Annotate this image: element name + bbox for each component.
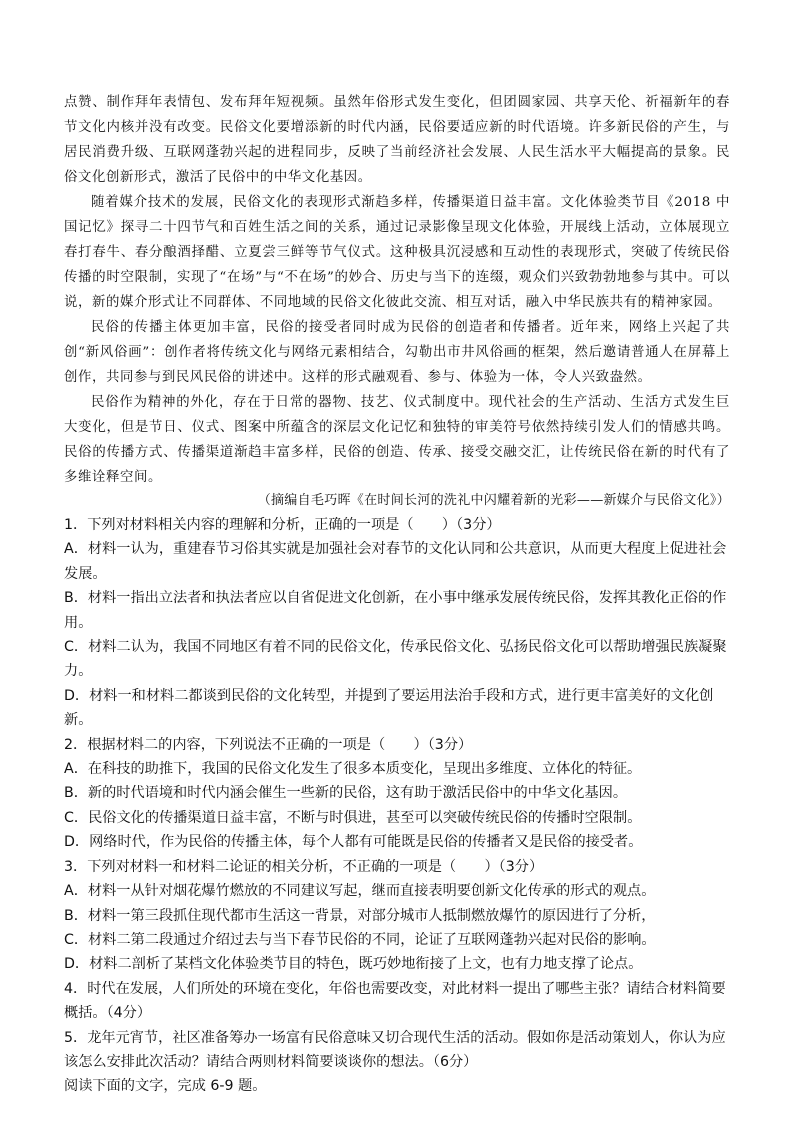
question-1-option-b: B．材料一指出立法者和执法者应以自省促进文化创新，在小事中继承发展传统民俗，发挥其教化正俗的作用。 (64, 590, 727, 631)
question-2-stem: 2．根据材料二的内容，下列说法不正确的一项是（ ）（3分） (64, 736, 473, 753)
question-3-option-c: C．材料二第二段通过介绍过去与当下春节民俗的不同，论证了互联网蓬勃兴起对民俗的影响。 (64, 931, 656, 948)
next-section-instruction: 阅读下面的文字，完成 6-9 题。 (64, 1078, 267, 1095)
passage-paragraph-2: 随着媒介技术的发展，民俗文化的表现形式渐趋多样，传播渠道日益丰富。文化体验类节目《2018 中国记忆》探寻二十四节气和百姓生活之间的关系，通过记录影像呈现文化体验，开展线上活动，立体展现立春打春牛、春分酿酒择醋、立夏尝三鲜等节气仪式。这种极具沉浸感和互动性的表现形式，突破了传统民俗传播的时空限制，实现了“在场”与“不在场”的妙合、历史与当下的连缀，观众们兴致勃勃地参与其中。可以说，新的媒介形式让不同群体、不同地域的民俗文化彼此交流、相互对话，融入中华民族共有的精神家园。 (64, 195, 730, 310)
question-2-option-b: B．新的时代语境和时代内涵会催生一些新的民俗，这有助于激活民俗中的中华文化基因。 (64, 785, 628, 802)
question-1-option-c: C．材料二认为，我国不同地区有着不同的民俗文化，传承民俗文化、弘扬民俗文化可以帮助增强民族凝聚力。 (64, 639, 727, 680)
question-list (64, 513, 732, 1099)
question-4-stem: 4．时代在发展，人们所处的环境在变化，年俗也需要改变，对此材料一提出了哪些主张？请结合材料简要概括。（4分） (64, 980, 726, 1022)
passage-paragraph-4: 民俗作为精神的外化，存在于日常的器物、技艺、仪式制度中。现代社会的生产活动、生活方式发生巨大变化，但是节日、仪式、图案中所蕴含的深层文化记忆和独特的审美符号依然持续引发人们的情感共鸣。民俗的传播方式、传播渠道渐趋丰富多样，民俗的创造、传承、接受交融交汇，让传统民俗在新的时代有了多维诠释空间。 (64, 395, 730, 485)
question-5-stem: 5．龙年元宵节，社区准备筹办一场富有民俗意味又切合现代生活的活动。假如你是活动策划人，你认为应该怎么安排此次活动？请结合两则材料简要谈谈你的想法。（6分） (64, 1029, 726, 1070)
question-1-option-d: D．材料一和材料二都谈到民俗的文化转型，并提到了要运用法治手段和方式，进行更丰富美好的文化创新。 (64, 687, 714, 729)
question-1-stem: 1．下列对材料相关内容的理解和分析，正确的一项是（ ）（3分） (64, 517, 501, 533)
question-3-option-d: D．材料二剖析了某档文化体验类节目的特色，既巧妙地衔接了上文，也有力地支撑了论点。 (64, 956, 643, 973)
question-2-option-a: A．在科技的助推下，我国的民俗文化发生了很多本质变化，呈现出多维度、立体化的特征。 (64, 761, 642, 778)
question-3-stem: 3．下列对材料一和材料二论证的相关分析，不正确的一项是（ ）（3分） (64, 858, 544, 875)
question-3-option-b: B．材料一第三段抓住现代都市生活这一背景，对部分城市人抵制燃放爆竹的原因进行了分析， (64, 907, 656, 924)
question-1-option-a: A．材料一认为，重建春节习俗其实就是加强社会对春节的文化认同和公共意识，从而更大程度上促进社会发展。 (64, 541, 727, 582)
passage-paragraph-1: 点赞、制作拜年表情包、发布拜年短视频。虽然年俗形式发生变化，但团圆家园、共享天伦、祈福新年的春节文化内核并没有改变。民俗文化要增添新的时代内涵，民俗要适应新的时代语境。许多新民俗的产生，与居民消费升级、互联网蓬勃兴起的进程同步，反映了当前经济社会发展、人民生活水平大幅提高的景象。民俗文化创新形式，激活了民俗中的中华文化基因。 (64, 95, 730, 185)
question-3-option-a: A．材料一从针对烟花爆竹燃放的不同建议写起，继而直接表明要创新文化传承的形式的观点。 (64, 883, 656, 900)
question-2-option-c: C．民俗文化的传播渠道日益丰富，不断与时俱进，甚至可以突破传统民俗的传播时空限制。 (64, 809, 642, 826)
passage-source-citation: （摘编自毛巧晖《在时间长河的洗礼中闪耀着新的光彩——新媒介与民俗文化》） (257, 493, 730, 508)
passage-paragraph-3: 民俗的传播主体更加丰富，民俗的接受者同时成为民俗的创造者和传播者。近年来，网络上兴起了共创“新风俗画”：创作者将传统文化与网络元素相结合，勾勒出市井风俗画的框架，然后邀请普通人在屏幕上创作，共同参与到民风民俗的讲述中。这样的形式融观看、参与、体验为一体，令人兴致盎然。 (64, 320, 730, 385)
question-2-option-d: D．网络时代，作为民俗的传播主体，每个人都有可能既是民俗的传播者又是民俗的接受者。 (64, 834, 643, 851)
